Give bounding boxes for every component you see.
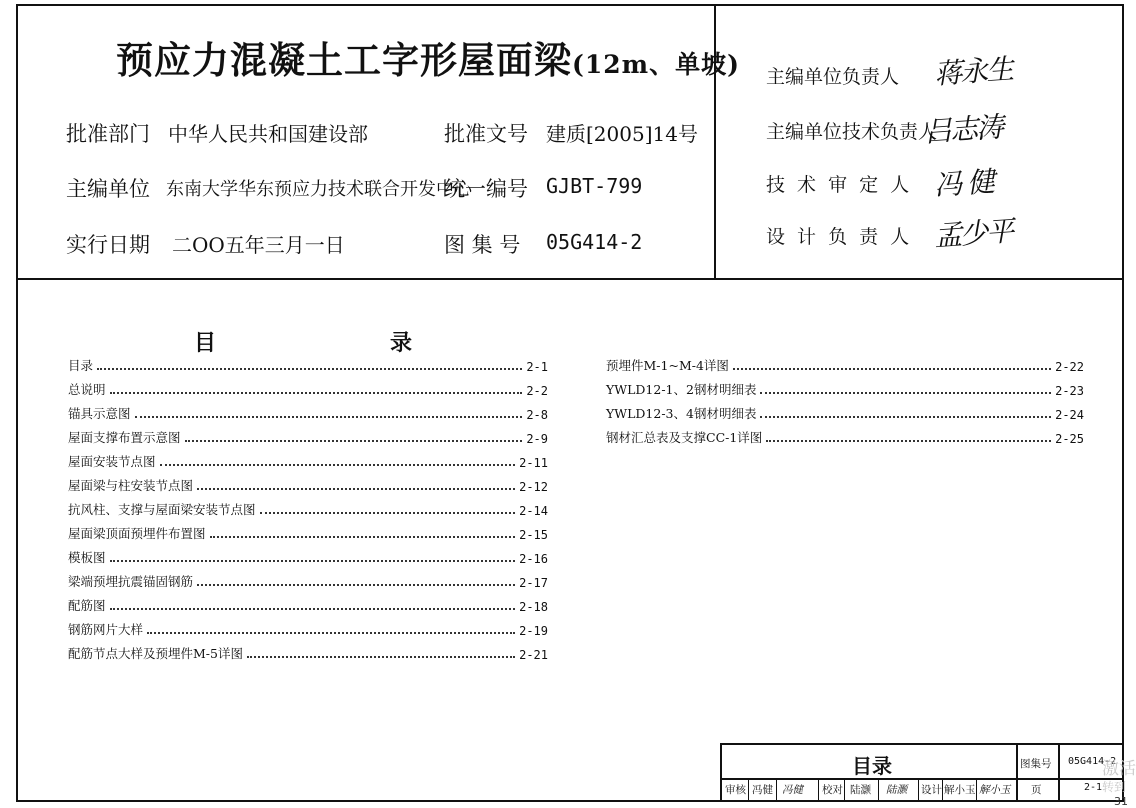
toc-item[interactable] [68, 446, 548, 470]
toc-item-page: 2-11 [519, 456, 548, 470]
signature-proofread: 陆灏 [886, 784, 907, 796]
toc-item[interactable] [68, 350, 548, 374]
field-value-approval-dept: 中华人民共和国建设部 [168, 122, 368, 146]
toc-item-page: 2-23 [1055, 384, 1084, 398]
toc-item-page: 2-18 [519, 600, 548, 614]
resp-label-tech-head: 主编单位技术负责人 [766, 121, 938, 143]
page-title [116, 30, 740, 84]
toc-item-title: YWLD12-1、2钢材明细表 [606, 382, 757, 397]
toc-item[interactable] [606, 422, 1084, 446]
toc-item-page: 2-16 [519, 552, 548, 566]
toc-item-page: 2-17 [519, 576, 548, 590]
toc-leader-dots [110, 608, 516, 610]
toc-item-page: 2-14 [519, 504, 548, 518]
header-divider-horizontal [16, 278, 1124, 280]
title-block-vline [976, 778, 977, 800]
toc-leader-dots [110, 392, 523, 394]
toc-item-title: 屋面梁顶面预埋件布置图 [68, 526, 206, 541]
watermark-line: 转到 [1102, 780, 1127, 794]
toc-leader-dots [97, 368, 522, 370]
field-label-approval-dept: 批准部门 [66, 122, 150, 146]
toc-item-title: 钢筋网片大样 [68, 622, 144, 637]
toc-item-title: 屋面梁与柱安装节点图 [68, 478, 194, 493]
title-block-vline [1016, 745, 1018, 800]
toc-leader-dots [110, 560, 516, 562]
title-sub: (12m、单坡) [572, 50, 740, 79]
title-block-page-label: 页 [1031, 784, 1042, 796]
watermark [1102, 760, 1136, 796]
role-label-review: 审核 [725, 784, 746, 796]
field-value-approval-no: 建质[2005]14号 [546, 122, 698, 146]
field-label-effective-date: 实行日期 [66, 233, 150, 257]
toc-item[interactable] [68, 638, 548, 662]
field-value-unified-no: GJBT-799 [546, 174, 643, 198]
toc-item-title: 总说明 [68, 382, 106, 397]
toc-item-title: YWLD12-3、4钢材明细表 [606, 406, 757, 421]
resp-label-design-head: 设 计 负 责 人 [766, 226, 913, 248]
toc-item[interactable] [68, 614, 548, 638]
title-block-vline [844, 778, 845, 800]
field-value-chief-unit: 东南大学华东预应力技术联合开发中心 [166, 179, 472, 200]
toc-item[interactable] [68, 542, 548, 566]
toc-item[interactable] [68, 470, 548, 494]
toc-item-title: 锚具示意图 [68, 406, 131, 421]
toc-item-title: 配筋图 [68, 598, 106, 613]
toc-right-column [606, 350, 1084, 446]
signature-chief-unit-head: 蒋永生 [933, 52, 1014, 91]
title-block-atlas-label: 图集号 [1020, 758, 1052, 770]
toc-item[interactable] [68, 494, 548, 518]
role-name-design: 解小玉 [944, 784, 976, 796]
toc-item-title: 模板图 [68, 550, 106, 565]
toc-item-title: 屋面支撑布置示意图 [68, 430, 181, 445]
signature-review: 冯健 [782, 784, 803, 796]
toc-item-title: 钢材汇总表及支撑CC-1详图 [606, 430, 763, 445]
toc-item[interactable] [68, 374, 548, 398]
toc-leader-dots [147, 632, 515, 634]
toc-item-title: 屋面安装节点图 [68, 454, 156, 469]
role-name-proofread: 陆灏 [850, 784, 871, 796]
resp-label-tech-reviewer: 技 术 审 定 人 [766, 174, 913, 196]
title-main: 预应力混凝土工字形屋面梁 [116, 38, 572, 82]
title-block-vline [748, 778, 749, 800]
signature-design: 解小玉 [979, 784, 1011, 796]
toc-item[interactable] [606, 374, 1084, 398]
toc-item-page: 2-22 [1055, 360, 1084, 374]
toc-item[interactable] [68, 422, 548, 446]
toc-item[interactable] [68, 518, 548, 542]
toc-item[interactable] [68, 398, 548, 422]
field-value-effective-date: 二OO五年三月一日 [172, 233, 345, 257]
title-block-vline [878, 778, 879, 800]
signature-tech-head: 吕志涛 [923, 110, 1004, 149]
toc-item-page: 2-15 [519, 528, 548, 542]
toc-item-page: 2-9 [526, 432, 548, 446]
toc-leader-dots [210, 536, 516, 538]
toc-item-page: 2-19 [519, 624, 548, 638]
signature-design-head: 孟少平 [933, 214, 1014, 253]
toc-leader-dots [760, 416, 1051, 418]
title-block [720, 743, 1124, 802]
toc-leader-dots [185, 440, 523, 442]
corner-page-number: 31 [1114, 795, 1128, 808]
toc-item-page: 2-24 [1055, 408, 1084, 422]
toc-leader-dots [733, 368, 1051, 370]
toc-item-title: 抗风柱、支撑与屋面梁安装节点图 [68, 502, 256, 517]
toc-heading-right: 录 [390, 330, 413, 356]
toc-item-page: 2-1 [526, 360, 548, 374]
toc-item-page: 2-2 [526, 384, 548, 398]
toc-leader-dots [260, 512, 516, 514]
field-label-chief-unit: 主编单位 [66, 177, 150, 201]
resp-label-chief-unit-head: 主编单位负责人 [766, 66, 900, 88]
toc-item-page: 2-12 [519, 480, 548, 494]
role-name-review: 冯健 [752, 784, 773, 796]
toc-left-column [68, 350, 548, 662]
field-label-approval-no: 批准文号 [444, 122, 528, 146]
toc-item-page: 2-21 [519, 648, 548, 662]
title-block-title: 目录 [852, 754, 892, 778]
toc-item-page: 2-8 [526, 408, 548, 422]
toc-leader-dots [160, 464, 516, 466]
toc-item-title: 配筋节点大样及预埋件M-5详图 [68, 646, 243, 661]
title-block-vline [776, 778, 777, 800]
toc-heading-left: 目 [194, 330, 217, 356]
title-block-vline [942, 778, 943, 800]
watermark-line: 激活 [1102, 759, 1136, 779]
title-block-vline [918, 778, 919, 800]
field-label-atlas-no: 图 集 号 [444, 233, 521, 257]
field-value-atlas-no: 05G414-2 [546, 230, 643, 254]
title-block-vline [1058, 745, 1060, 800]
field-label-unified-no: 统一编号 [444, 177, 528, 201]
toc-leader-dots [197, 488, 515, 490]
toc-leader-dots [766, 440, 1051, 442]
toc-item[interactable] [68, 590, 548, 614]
toc-leader-dots [760, 392, 1051, 394]
toc-leader-dots [197, 584, 515, 586]
toc-leader-dots [135, 416, 523, 418]
toc-item-title: 预埋件M-1~M-4详图 [606, 358, 729, 373]
toc-item-page: 2-25 [1055, 432, 1084, 446]
role-label-design: 设计 [921, 784, 942, 796]
title-block-hline [722, 778, 1122, 780]
toc-leader-dots [247, 656, 515, 658]
toc-item-title: 目录 [68, 358, 94, 373]
toc-item[interactable] [606, 350, 1084, 374]
title-block-page-value: 2-1 [1084, 782, 1103, 793]
toc-item[interactable] [68, 566, 548, 590]
toc-item-title: 梁端预埋抗震锚固钢筋 [68, 574, 194, 589]
title-block-vline [818, 778, 819, 800]
role-label-proofread: 校对 [822, 784, 843, 796]
toc-item[interactable] [606, 398, 1084, 422]
signature-tech-reviewer: 冯 健 [933, 164, 995, 203]
title-block-atlas-value: 05G414-2 [1068, 756, 1117, 767]
